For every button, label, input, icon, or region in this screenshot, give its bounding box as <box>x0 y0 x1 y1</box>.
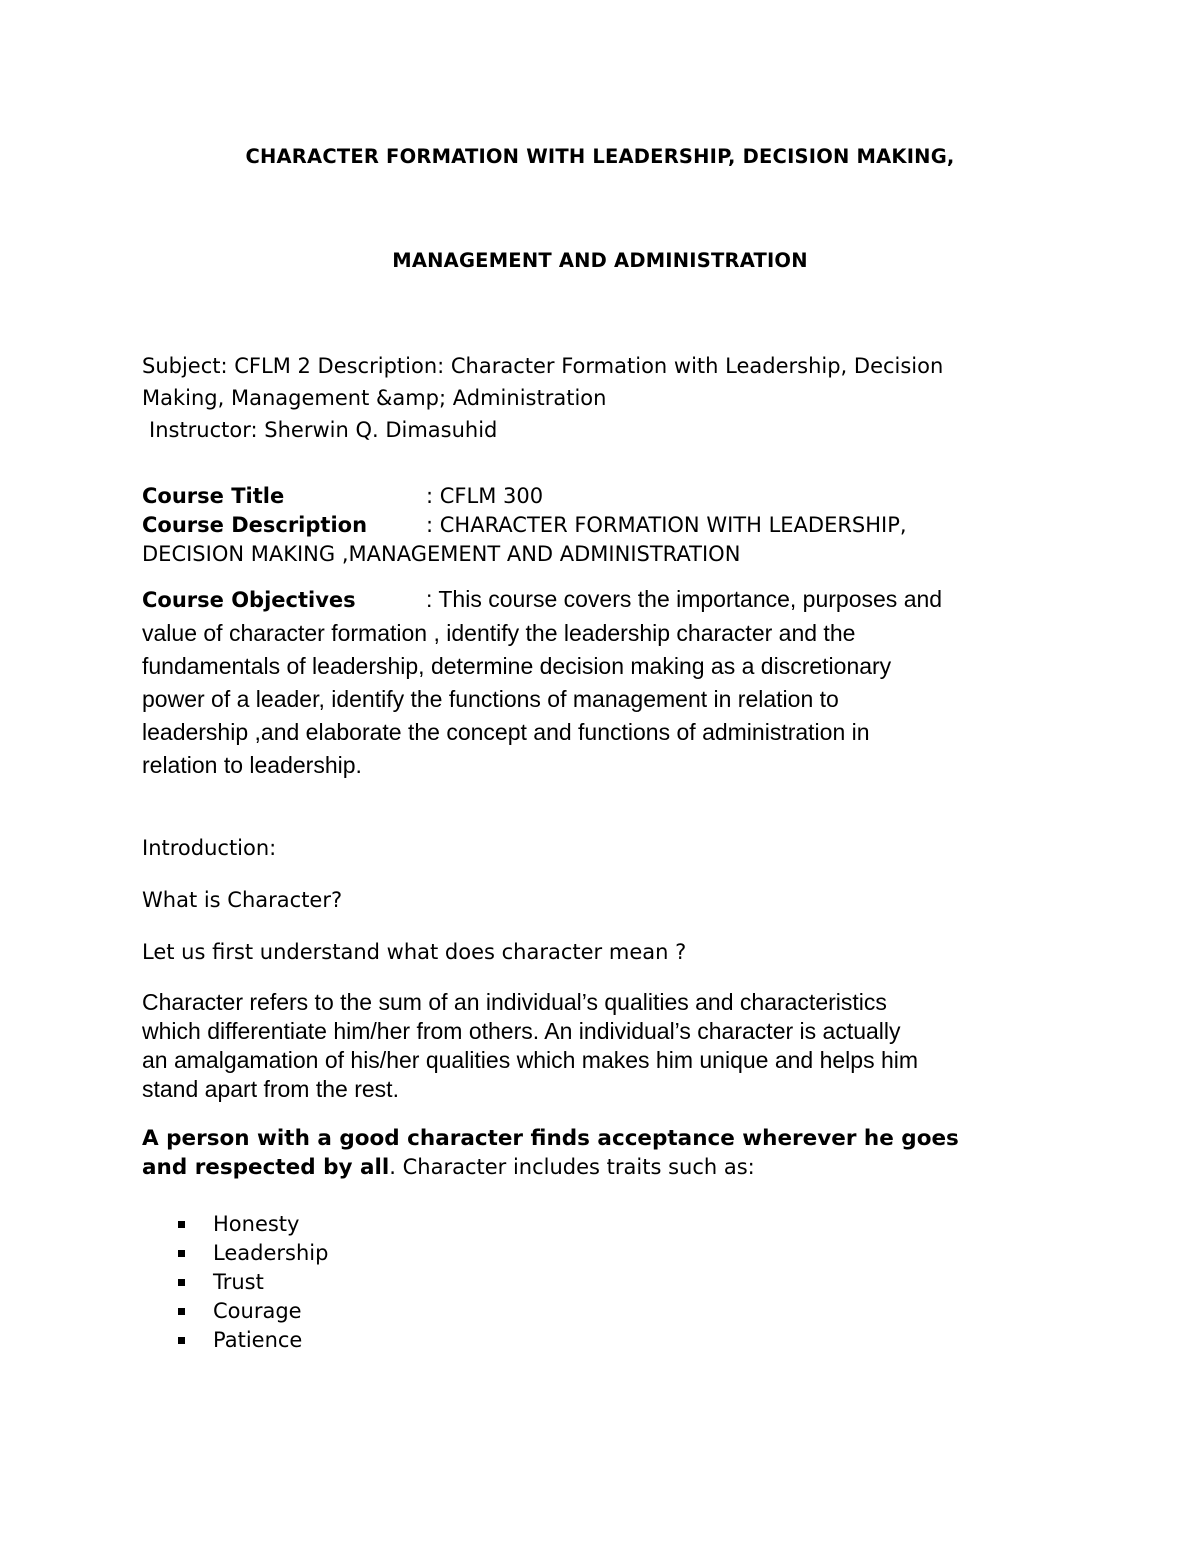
list-item <box>176 1210 328 1239</box>
good-character-rest: . Character includes traits such as: <box>389 1155 755 1179</box>
list-item <box>176 1268 328 1297</box>
character-paragraph-line-3: stand apart from the rest. <box>142 1076 399 1102</box>
introduction-heading: Introduction: <box>142 836 277 860</box>
subject-block <box>142 350 1062 446</box>
square-bullet-icon <box>178 1221 185 1228</box>
instructor-line: Instructor: Sherwin Q. Dimasuhid <box>149 418 498 442</box>
course-objectives-text-2: fundamentals of leadership, determine decision making as a discretionary <box>142 653 892 679</box>
document-title-line-2: MANAGEMENT AND ADMINISTRATION <box>392 249 808 272</box>
trait-label: Courage <box>213 1299 302 1323</box>
course-objectives-text-5: relation to leadership. <box>142 752 362 778</box>
character-definition-paragraph <box>142 988 1062 1104</box>
course-info-block <box>142 482 1062 569</box>
course-objectives-line <box>142 583 1062 617</box>
list-item <box>176 1326 328 1355</box>
course-objectives-text-3: power of a leader, identify the functions of management in relation to <box>142 686 839 712</box>
list-item <box>176 1297 328 1326</box>
square-bullet-icon <box>178 1279 185 1286</box>
let-us-understand-line: Let us first understand what does character mean ? <box>142 940 687 964</box>
course-objectives-text-0: : This course covers the importance, purposes and <box>426 586 943 612</box>
what-is-character-heading: What is Character? <box>142 888 343 912</box>
course-objectives-text-4: leadership ,and elaborate the concept and functions of administration in <box>142 719 870 745</box>
course-title-label: Course Title <box>142 484 285 508</box>
document-title-line-1: CHARACTER FORMATION WITH LEADERSHIP, DECISION MAKING, <box>245 145 955 168</box>
course-description-row <box>142 511 1062 540</box>
trait-label: Trust <box>213 1270 264 1294</box>
square-bullet-icon <box>178 1250 185 1257</box>
trait-label: Leadership <box>213 1241 329 1265</box>
subject-line-2: Making, Management &amp; Administration <box>142 386 607 410</box>
trait-label: Patience <box>213 1328 303 1352</box>
list-item <box>176 1239 328 1268</box>
good-character-bold-line-1: A person with a good character finds acceptance wherever he goes <box>142 1126 959 1151</box>
course-title-value: : CFLM 300 <box>426 484 544 508</box>
good-character-line-2 <box>142 1153 1062 1182</box>
square-bullet-icon <box>178 1337 185 1344</box>
subject-line-1: Subject: CFLM 2 Description: Character Formation with Leadership, Decision <box>142 354 944 378</box>
course-objectives-label: Course Objectives <box>142 588 356 612</box>
course-objectives-text-1: value of character formation , identify the leadership character and the <box>142 620 856 646</box>
trait-label: Honesty <box>213 1212 300 1236</box>
traits-list <box>176 1210 328 1355</box>
course-title-row <box>142 482 1062 511</box>
course-objectives-block <box>142 583 1062 782</box>
good-character-bold-line-2: and respected by all <box>142 1155 390 1180</box>
square-bullet-icon <box>178 1308 185 1315</box>
course-description-value: : CHARACTER FORMATION WITH LEADERSHIP, <box>426 513 907 537</box>
character-paragraph-line-1: which differentiate him/her from others. An individual’s character is actually <box>142 1018 901 1044</box>
course-description-label: Course Description <box>142 513 368 537</box>
character-paragraph-line-0: Character refers to the sum of an individual’s qualities and characteristics <box>142 989 887 1015</box>
character-paragraph-line-2: an amalgamation of his/her qualities which makes him unique and helps him <box>142 1047 919 1073</box>
course-description-continuation: DECISION MAKING ,MANAGEMENT AND ADMINISTRATION <box>142 542 741 566</box>
good-character-paragraph <box>142 1124 1062 1182</box>
